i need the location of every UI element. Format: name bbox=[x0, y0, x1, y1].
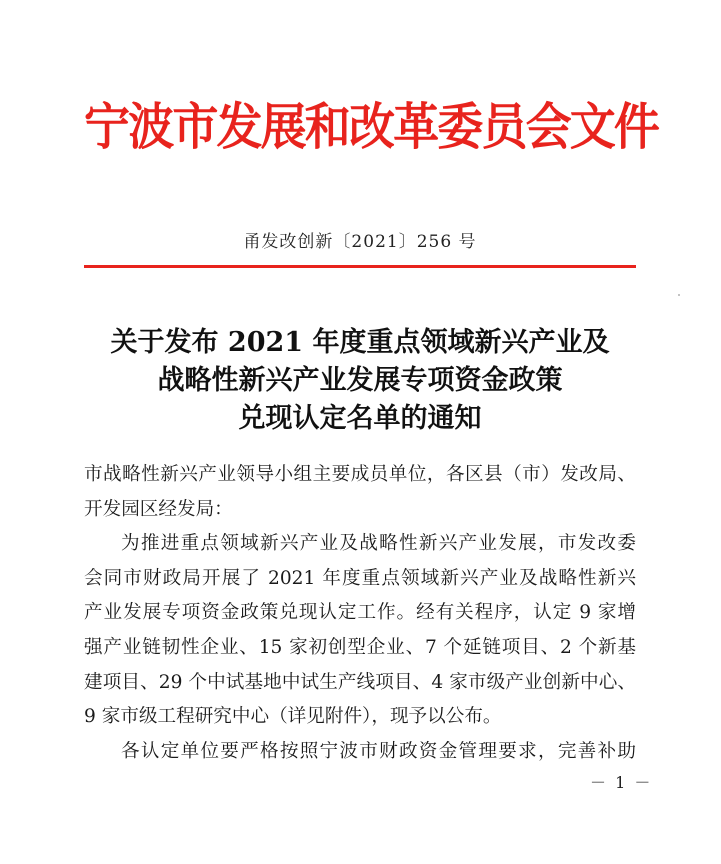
paragraph1-line-3: 产业发展专项资金政策兑现认定工作。经有关程序，认定 9 家增 bbox=[84, 602, 636, 624]
title-line-3: 兑现认定名单的通知 bbox=[238, 403, 482, 434]
red-divider-line bbox=[84, 265, 636, 268]
paragraph1-line-5: 建项目、29 个中试基地中试生产线项目、4 家市级产业创新中心、 bbox=[84, 671, 636, 693]
issuer-masthead: 宁波市发展和改革委员会文件 bbox=[84, 97, 659, 156]
addressee-line-1: 市战略性新兴产业领导小组主要成员单位，各区县（市）发改局、 bbox=[84, 464, 636, 485]
body-text bbox=[84, 458, 636, 769]
scan-speck bbox=[678, 294, 680, 296]
paragraph2-line-1: 各认定单位要严格按照宁波市财政资金管理要求，完善补助 bbox=[121, 740, 636, 762]
paragraph1-line-6: 9 家市级工程研究中心（详见附件），现予以公布。 bbox=[84, 706, 502, 728]
paragraph1-line-2: 会同市财政局开展了 2021 年度重点领域新兴产业及战略性新兴 bbox=[84, 567, 636, 589]
document-number: 甬发改创新〔2021〕256 号 bbox=[243, 232, 477, 252]
page-number: － 1 － bbox=[590, 773, 653, 792]
title-line-2: 战略性新兴产业发展专项资金政策 bbox=[157, 365, 563, 396]
paragraph1-line-1: 为推进重点领域新兴产业及战略性新兴产业发展，市发改委 bbox=[121, 533, 636, 555]
paragraph1-line-4: 强产业链韧性企业、15 家初创型企业、7 个延链项目、2 个新基 bbox=[84, 636, 636, 658]
title-line-1: 关于发布 2021 年度重点领域新兴产业及 bbox=[110, 327, 610, 358]
document-title bbox=[60, 324, 660, 438]
addressee-line-2: 开发园区经发局： bbox=[84, 498, 233, 520]
